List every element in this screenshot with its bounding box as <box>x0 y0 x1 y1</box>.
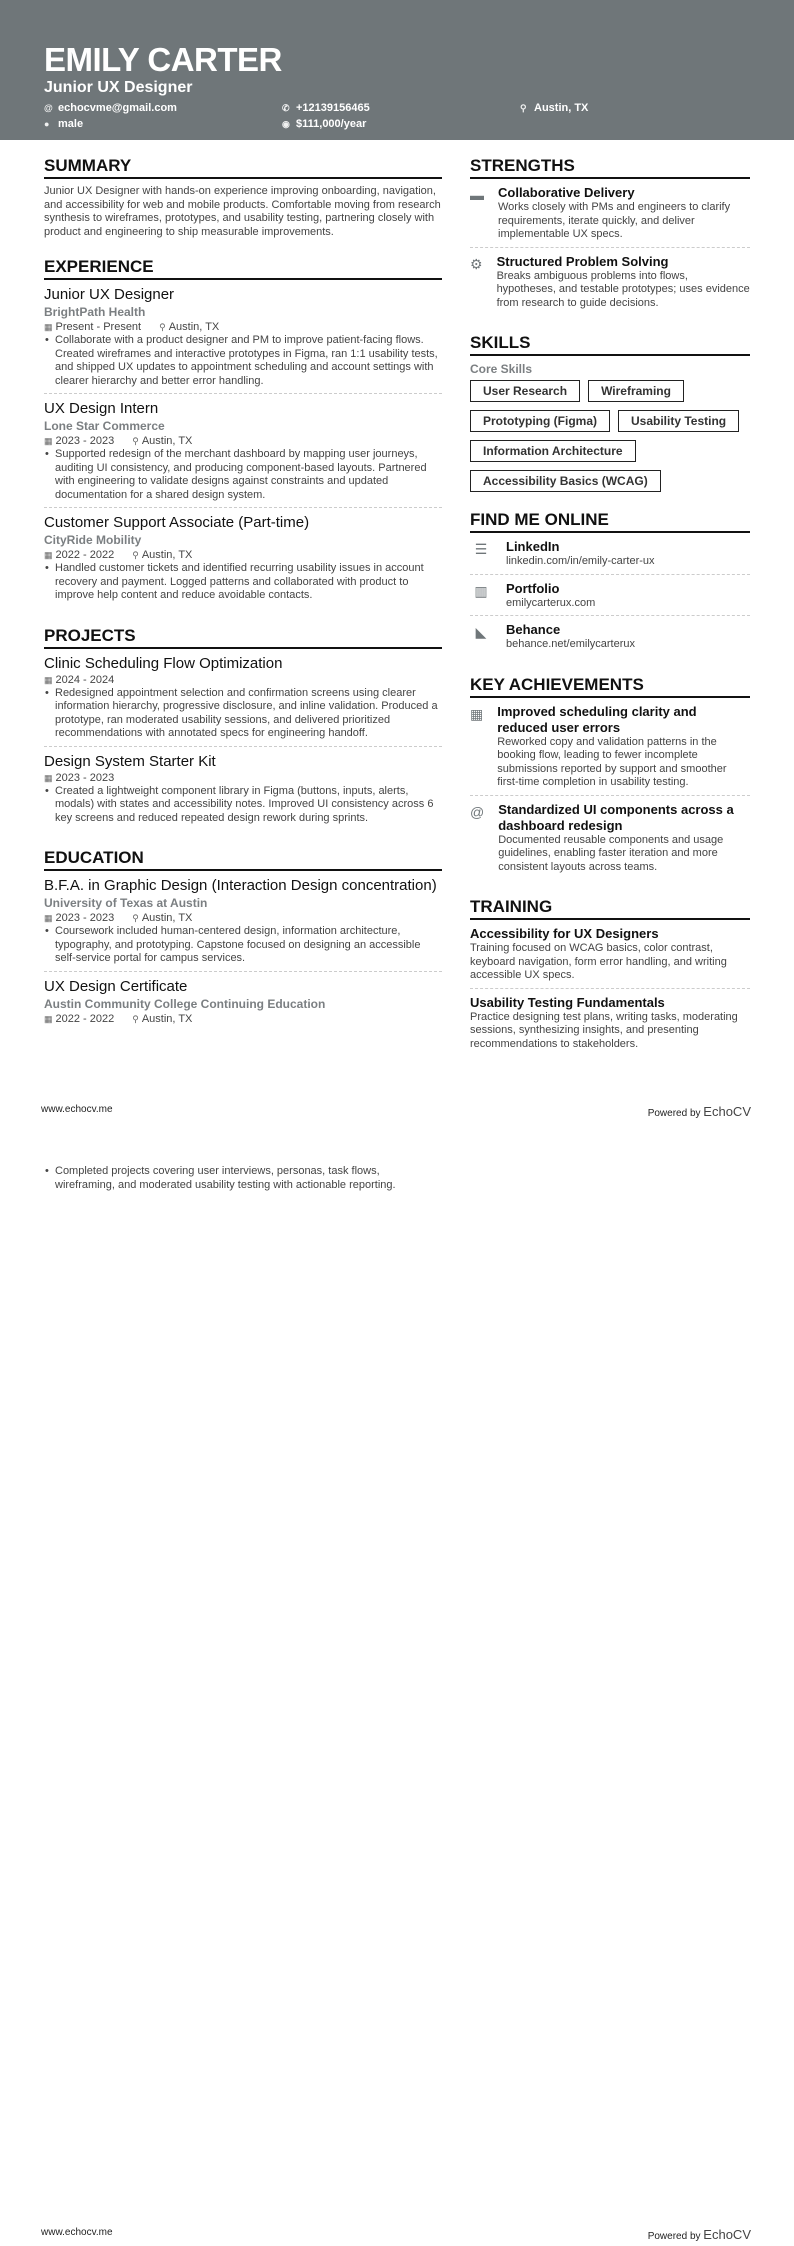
calendar-icon: ▦ <box>44 913 53 923</box>
brand-logo[interactable]: EchoCV <box>703 1104 751 1119</box>
skill-chip: Usability Testing <box>618 410 739 432</box>
section-heading: KEY ACHIEVEMENTS <box>470 675 750 698</box>
item-title: Improved scheduling clarity and reduced user errors <box>497 703 697 735</box>
candidate-title: Junior UX Designer <box>44 79 193 96</box>
item-title: LinkedIn <box>506 539 560 554</box>
calendar-icon: ▦ <box>44 322 53 332</box>
email-text: echocvme@gmail.com <box>58 102 177 114</box>
bullet: • Collaborate with a product designer and PM to improve patient-facing flows. Created wireframes and interactive prototypes in Figma, ran 1:1 usability tests, and shipped UX updates to appointment scheduling and account settings with clearer hierarchy and better error handling. <box>44 334 442 388</box>
list-item[interactable] <box>470 539 750 575</box>
location-icon: ⚲ <box>132 436 139 446</box>
money-icon: ◉ <box>282 119 290 129</box>
bullet: • Coursework included human-centered design, information architecture, typography, and prototyping. Capstone focused on designing an accessible self-service portal for campus services. <box>44 925 442 966</box>
skills-group-label: Core Skills <box>470 362 533 376</box>
entry <box>44 514 442 608</box>
section-heading: PROJECTS <box>44 626 442 649</box>
entry <box>44 978 442 1031</box>
item-body <box>506 539 655 569</box>
entry-organization: BrightPath Health <box>44 305 146 319</box>
location-icon: ⚲ <box>132 913 139 923</box>
bullet: • Completed projects covering user interviews, personas, task flows, wireframing, and moderated usability testing with actionable reporting. <box>44 1165 442 1192</box>
calendar-icon: ▦ <box>44 1013 53 1024</box>
summary-text: Junior UX Designer with hands-on experience improving onboarding, navigation, and accessibility for web and mobile products. Comfortable moving from research synthesis to wireframes, prototypes, and usability testing, partnering closely with product and engineering to ship measurable improvements. <box>44 185 441 238</box>
resume-header <box>0 0 794 140</box>
location-text: Austin, TX <box>534 102 589 114</box>
entry <box>44 753 442 831</box>
training-title: Accessibility for UX Designers <box>470 926 659 941</box>
skill-chip: Prototyping (Figma) <box>470 410 610 432</box>
entry-organization: Austin Community College Continuing Education <box>44 996 326 1011</box>
salary-text: $111,000/year <box>296 118 367 130</box>
entry-dates: 2023 - 2023 <box>55 435 115 447</box>
brand-logo[interactable]: EchoCV <box>703 2227 751 2242</box>
location-text: Austin, TX <box>168 321 220 333</box>
user-icon: ● <box>44 119 50 129</box>
entry-meta <box>44 673 442 687</box>
footer-powered <box>648 2227 751 2242</box>
item-description: Reworked copy and validation patterns in the booking flow, leading to fewer incomplete submissions reported by support and smoother first-time completion in usability testing. <box>497 735 727 788</box>
training-title: Usability Testing Fundamentals <box>470 994 665 1010</box>
entry <box>44 286 442 394</box>
list-item <box>470 704 750 796</box>
location-icon: ⚲ <box>132 1013 139 1024</box>
skills-section <box>470 333 750 492</box>
item-description: Breaks ambiguous problems into flows, hypotheses, and testable prototypes; uses evidence from research to guide decisions. <box>496 269 750 309</box>
list-item[interactable] <box>470 622 750 657</box>
location-text: Austin, TX <box>141 912 193 924</box>
entry-organization: CityRide Mobility <box>44 533 142 547</box>
entry-title: Customer Support Associate (Part-time) <box>44 514 310 531</box>
training-description: Practice designing test plans, writing tasks, moderating sessions, synthesizing insights, and presenting recommendations to stakeholders. <box>470 1010 738 1050</box>
section-heading: EXPERIENCE <box>44 257 442 280</box>
item-title: Behance <box>506 622 561 637</box>
item-body <box>497 254 750 311</box>
section-heading: TRAINING <box>470 897 750 920</box>
entry <box>44 877 442 972</box>
contact-salary <box>282 118 520 130</box>
strengths-section <box>470 156 750 315</box>
item-body <box>506 581 595 611</box>
bullet: • Supported redesign of the merchant dashboard by mapping user journeys, auditing UI consistency, and producing component-based layouts. Partnered with engineering to validate designs against constraints and updated documentation for a shared design system. <box>44 448 442 502</box>
footer-site-link[interactable]: www.echocv.me <box>41 1104 113 1115</box>
entry-organization: University of Texas at Austin <box>44 896 208 910</box>
online-section <box>470 510 750 657</box>
list-item <box>470 185 750 248</box>
item-title: Portfolio <box>506 580 560 596</box>
entry-organization: Lone Star Commerce <box>44 419 165 433</box>
entry-meta <box>44 434 442 448</box>
list-item <box>470 802 750 880</box>
entry-dates: Present - Present <box>55 321 142 333</box>
entry-dates: 2022 - 2022 <box>55 1012 115 1025</box>
at-icon: @ <box>470 803 485 820</box>
entry-meta <box>44 1012 442 1026</box>
section-heading: EDUCATION <box>44 848 442 871</box>
entry-title: Clinic Scheduling Flow Optimization <box>44 654 283 672</box>
item-body <box>498 802 750 875</box>
entry-title: Design System Starter Kit <box>44 752 216 770</box>
projects-section <box>44 626 442 831</box>
skill-chip: Information Architecture <box>470 440 636 462</box>
page-footer <box>41 1104 751 1119</box>
powered-by-text: Powered by <box>647 1108 701 1119</box>
item-title: Structured Problem Solving <box>496 253 669 269</box>
skill-chip: User Research <box>470 380 580 402</box>
summary-section <box>44 156 442 239</box>
training-section <box>470 897 750 1056</box>
skill-chip: Wireframing <box>588 380 684 402</box>
entry-dates: 2024 - 2024 <box>55 673 115 686</box>
entry-title: Junior UX Designer <box>44 286 175 303</box>
location-text: Austin, TX <box>141 549 193 561</box>
item-url[interactable]: emilycarterux.com <box>506 596 596 609</box>
bullet: • Created a lightweight component library in Figma (buttons, inputs, alerts, modals) with states and accessibility notes. Improved UI consistency across 6 key screens and reduced repeated design rework during sprints. <box>44 785 442 826</box>
item-url[interactable]: behance.net/emilycarterux <box>506 638 636 650</box>
training-item <box>470 995 750 1057</box>
footer-site-link[interactable]: www.echocv.me <box>41 2227 113 2238</box>
entry-dates: 2022 - 2022 <box>55 549 115 561</box>
item-body <box>498 185 750 242</box>
entry <box>44 655 442 747</box>
entry-location <box>132 549 192 561</box>
behance-icon: ◣ <box>475 624 487 640</box>
experience-section <box>44 257 442 608</box>
contact-email[interactable] <box>44 102 282 114</box>
achievements-section <box>470 675 750 880</box>
education-section <box>44 848 442 1031</box>
location-icon: ⚲ <box>520 103 527 113</box>
powered-by-text: Powered by <box>647 2231 701 2242</box>
location-icon: ⚲ <box>159 322 166 332</box>
entry-meta <box>44 548 442 562</box>
calendar-icon: ▦ <box>44 674 53 685</box>
location-text: Austin, TX <box>141 435 193 447</box>
gender-text: male <box>58 118 84 130</box>
entry-dates: 2023 - 2023 <box>55 912 115 924</box>
entry-location <box>132 912 192 924</box>
continued-education-bullet <box>44 1165 442 1192</box>
section-heading: SKILLS <box>470 333 750 356</box>
entry <box>44 400 442 508</box>
entry-meta <box>44 320 442 334</box>
item-description: Works closely with PMs and engineers to clarify requirements, iterate quickly, and deliver implementable UX specs. <box>498 201 731 240</box>
entry-title: UX Design Intern <box>44 400 159 417</box>
contact-phone[interactable] <box>282 102 520 114</box>
calendar-icon: ▦ <box>44 436 53 446</box>
entry-location <box>159 321 219 333</box>
section-heading: STRENGTHS <box>470 156 750 179</box>
entry-dates: 2023 - 2023 <box>55 771 115 784</box>
item-body <box>497 704 750 790</box>
entry-title: B.F.A. in Graphic Design (Interaction Design concentration) <box>44 877 437 894</box>
entry-title: UX Design Certificate <box>44 977 188 995</box>
item-body <box>506 622 635 652</box>
at-icon: @ <box>44 103 53 113</box>
contact-gender <box>44 118 282 130</box>
list-item <box>470 254 750 316</box>
location-text: Austin, TX <box>141 1012 193 1025</box>
location-icon: ⚲ <box>132 550 139 560</box>
list-item[interactable] <box>470 581 750 617</box>
training-item <box>470 926 750 989</box>
building-icon: ▥ <box>474 582 488 599</box>
skill-chip: Accessibility Basics (WCAG) <box>470 470 661 492</box>
phone-text: +12139156465 <box>296 102 370 114</box>
page-footer <box>41 2227 751 2242</box>
entry-location <box>132 1013 192 1025</box>
entry-location <box>132 435 192 447</box>
entry-meta <box>44 771 442 785</box>
calculator-icon: ▦ <box>470 705 484 722</box>
item-title: Standardized UI components across a dashboard redesign <box>498 801 734 833</box>
training-description: Training focused on WCAG basics, color contrast, keyboard navigation, form error handling, and writing accessible UX specs. <box>470 942 727 981</box>
linkedin-icon: ☰ <box>474 541 488 557</box>
entry-meta <box>44 911 442 925</box>
section-heading: FIND ME ONLINE <box>470 510 750 533</box>
contact-location <box>520 102 720 114</box>
calendar-icon: ▦ <box>44 550 53 560</box>
calendar-icon: ▦ <box>44 772 53 783</box>
gear-icon: ⚙ <box>470 255 483 272</box>
footer-powered <box>648 1104 751 1119</box>
bullet: • Redesigned appointment selection and confirmation screens using clearer information hierarchy, progressive disclosure, and inline validation. Produced a prototype, ran moderated usability sessions, and delivered prioritized recommendations with annotated specs for engineering handoff. <box>44 687 442 741</box>
comment-icon: ▬ <box>470 187 484 203</box>
phone-icon: ✆ <box>282 103 290 113</box>
item-description: Documented reusable components and usage guidelines, enabling faster iteration and more consistent layouts across teams. <box>498 833 724 873</box>
candidate-name: EMILY CARTER <box>44 41 282 78</box>
item-url[interactable]: linkedin.com/in/emily-carter-ux <box>506 555 655 567</box>
section-heading: SUMMARY <box>44 156 442 179</box>
bullet: • Handled customer tickets and identified recurring usability issues in account recovery and payment. Logged patterns and collaborated with product to improve help content and reduce avoidable contacts. <box>44 562 442 603</box>
item-title: Collaborative Delivery <box>498 185 635 200</box>
